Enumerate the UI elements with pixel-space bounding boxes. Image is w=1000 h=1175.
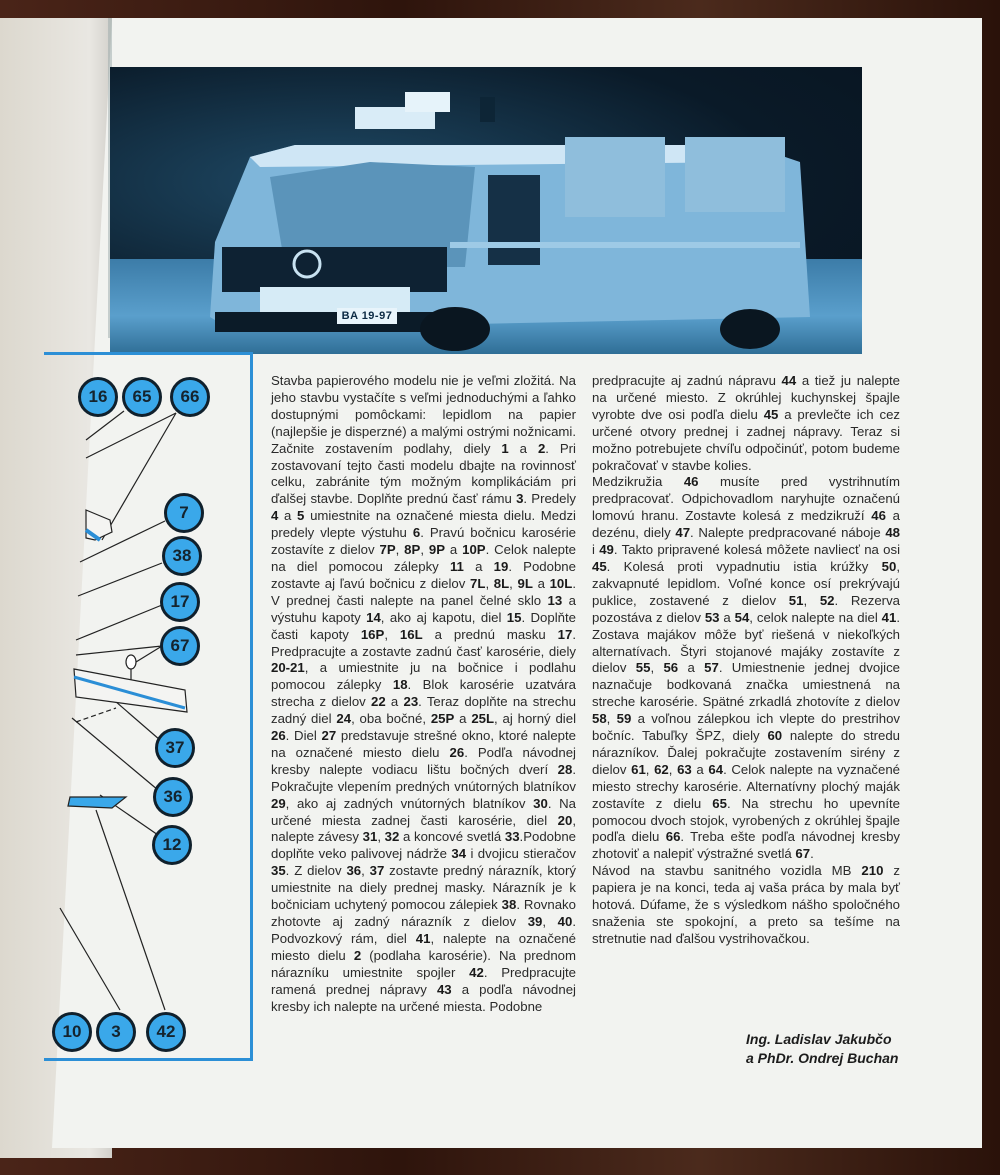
article-paragraph: predpracujte aj zadnú nápravu 44 a tiež ju nalepte na určené miesto. Z okrúhlej kuchynskej špajle vyrobte dve osi podľa dielu 45 a prevlečte ich cez určené otvory prednej i zadnej nápravy. Teraz si možno potrebujete chvíľu odpočinúť, potom budeme pokračovať v stavbe kolies. bbox=[592, 373, 900, 473]
article-column-2 bbox=[592, 373, 900, 948]
article-column-1 bbox=[271, 373, 576, 1015]
callout-66: 66 bbox=[170, 377, 210, 417]
article-paragraph: Stavba papierového modelu nie je veľmi zložitá. Na jeho stavbu vystačíte s veľmi jednoduchými a ľahko dostupnými pomôckami: lepidlom na papier (najlepšie je disperzné) a malými ostrými nožnicami. Začnite zostavením podlahy, diely 1 a 2. Pri zostavovaní tejto časti modelu dbajte na rovinnosť celku, zabránite tým možným komplikáciám pri ďalšej stavbe. Doplňte prednú časť rámu 3. Predely 4 a 5 umiestnite na označené miesta dielu. Medzi predely vlepte výstuhu 6. Pravú bočnicu karosérie zostavíte z dielov 7P, 8P, 9P a 10P. Celok nalepte na diel pomocou zálepky 11 a 19. Podobne zostavte aj ľavú bočnicu z dielov 7L, 8L, 9L a 10L. V prednej časti nalepte na panel čelné sklo 13 a výstuhu kapoty 14, ako aj kapotu, diel 15. Doplňte časti kapoty 16P, 16L a prednú masku 17. Predpracujte a zostavte zadnú časť karosérie, diely 20-21, a umiestnite ju na bočnice i podlahu pomocou zálepky 18. Blok karosérie uzatvára strecha z dielov 22 a 23. Teraz doplňte na strechu zadný diel 24, oba bočné, 25P a 25L, aj horný diel 26. Diel 27 predstavuje strešné okno, ktoré nalepte na označené miesto dielu 26. Podľa návodnej kresby nalepte vodiacu lištu bočných dverí 28. Pokračujte vlepením predných vnútorných blatníkov 29, ako aj zadných vnútorných blatníkov 30. Na určené miesta zadnej časti karosérie, diel 20, nalepte závesy 31, 32 a koncové svetlá 33.Podobne doplňte veko palivovej nádrže 34 i dvojicu stieračov 35. Z dielov 36, 37 zostavte predný nárazník, ktorý umiestnite na diely prednej masky. Nárazník je k bočniciam uchytený pomocou zálepiek 38. Rovnako zhotovte aj zadný nárazník z dielov 39, 40. Podvozkový rám, diel 41, nalepte na označené miesto dielu 2 (podlaha karosérie). Na prednom nárazníku umiestnite spojler 42. Predpracujte ramená prednej nápravy 43 a podľa návodnej kresby ich nalepte na určené miesta. Podobne bbox=[271, 373, 577, 1014]
author-line-1: Ing. Ladislav Jakubčo bbox=[746, 1031, 892, 1047]
callout-36: 36 bbox=[153, 777, 193, 817]
callout-16: 16 bbox=[78, 377, 118, 417]
callout-37: 37 bbox=[155, 728, 195, 768]
article-paragraph: Medzikružia 46 musíte pred vystrihnutím predpracovať. Odpichovadlom naryhujte označenú lomovú hranu. Zostavte kolesá z medzikruží 46 a dezénu, diely 47. Nalepte predpracované náboje 48 i 49. Takto pripravené kolesá môžete navliecť na osi 45. Kolesá proti vypadnutiu istia krúžky 50, zakvapnuté lepidlom. Voľné konce osí prekrývajú puklice, zostavené z dielov 51, 52. Rezerva pozostáva z dielov 53 a 54, celok nalepte na diel 41. Zostava majákov môže byť riešená v niekoľkých alternatívach. Štyri stojanové majáky zostavíte z dielov 55, 56 a 57. Umiestnenie jednej dvojice naznačuje bodkovaná značka umiestnená na streche karosérie. Spätné zrkadlá zhotovíte z dielov 58, 59 a voľnou zálepkou ich vlepte do prestrihov bočníc. Tabuľky ŠPZ, diely 60 nalepte do stredu nárazníkov. Ďalej pokračujte zostavením sirény z dielov 61, 62, 63 a 64. Celok nalepte na vyznačené miesto strechy karosérie. Alternatívny plochý maják zostavíte z dielu 65. Na strechu ho upevníte pomocou dvoch stojok, vyrobených z okrúhlej špajle podľa dielu 66. Treba ešte podľa návodnej kresby zhotoviť a nalepiť výstražné svetlá 67. bbox=[592, 474, 901, 862]
callout-67: 67 bbox=[160, 626, 200, 666]
diagram-leader-lines bbox=[0, 0, 270, 1175]
callout-12: 12 bbox=[152, 825, 192, 865]
callout-3: 3 bbox=[96, 1012, 136, 1052]
callout-17: 17 bbox=[160, 582, 200, 622]
callout-65: 65 bbox=[122, 377, 162, 417]
license-plate: BA 19-97 bbox=[337, 308, 397, 324]
article-paragraph: Návod na stavbu sanitného vozidla MB 210 z papiera je na konci, teda aj vaša práca by mala byť hotová. Dúfame, že s výsledkom nášho spoločného snaženia ste spokojní, a preto sa tešíme na stretnutie nad ďalšou vystrihovačkou. bbox=[592, 863, 900, 946]
callout-10: 10 bbox=[52, 1012, 92, 1052]
author-signature bbox=[746, 1030, 898, 1067]
author-line-2: a PhDr. Ondrej Buchan bbox=[746, 1049, 899, 1066]
callout-42: 42 bbox=[146, 1012, 186, 1052]
callout-7: 7 bbox=[164, 493, 204, 533]
callout-38: 38 bbox=[162, 536, 202, 576]
